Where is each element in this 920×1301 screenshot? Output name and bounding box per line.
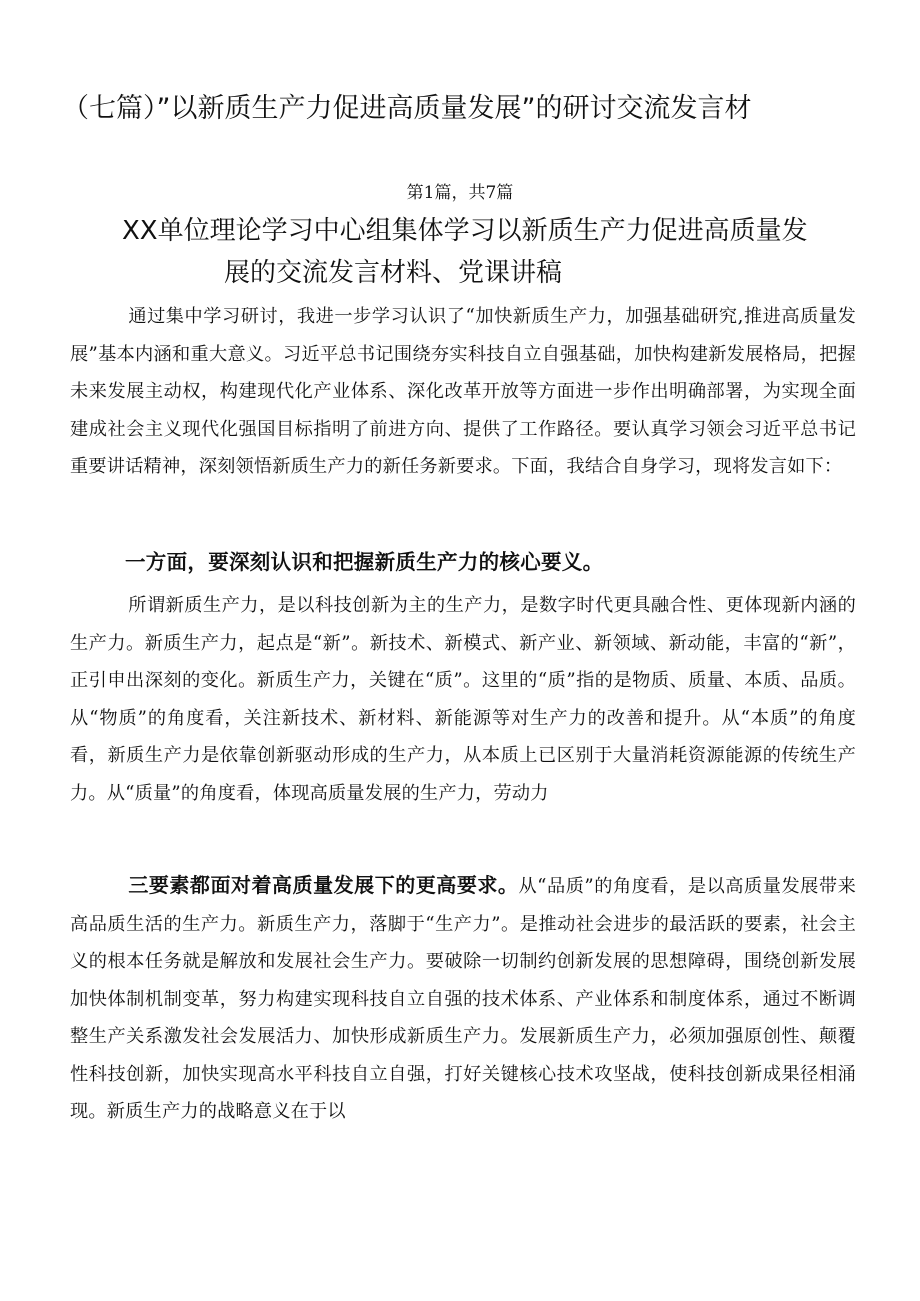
paragraph-intro: [70, 298, 856, 486]
part-counter: 第1篇，共7篇: [406, 183, 514, 203]
document-title: （七篇）”以新质生产力促进高质量发展”的研讨交流发言材: [62, 93, 752, 124]
paragraph-new-productivity: [70, 587, 856, 812]
paragraph-three-elements-text: 从“品质”的角度看，是以高质量发展带来高品质生活的生产力。新质生产力，落脚于“生产力”。是推动社会进步的最活跃的要素，社会主义的根本任务就是解放和发展社会生产力。要破除一切制约创新发展的思想障碍，围绕创新发展加快体制机制变革，努力构建实现科技自立自强的技术体系、产业体系和制度体系，通过不断调整生产关系激发社会发展活力、加快形成新质生产力。发展新质生产力，必须加强原创性、颠覆性科技创新，加快实现高水平科技自立自强，打好关键核心技术攻坚战，使科技创新成果径相涌现。新质生产力的战略意义在于以: [70, 876, 856, 1122]
paragraph-three-elements: [70, 867, 856, 1131]
paragraph-new-productivity-text: 所谓新质生产力，是以科技创新为主的生产力，是数字时代更具融合性、更体现新内涵的生产力。新质生产力，起点是“新”。新技术、新模式、新产业、新领域、新动能，丰富的“新”，正引申出深刻的变化。新质生产力，关键在“质”。这里的“质”指的是物质、质量、本质、品质。从“物质”的角度看，关注新技术、新材料、新能源等对生产力的改善和提升。从“本质”的角度看，新质生产力是依靠创新驱动形成的生产力，从本质上已区别于大量消耗资源能源的传统生产力。从“质量”的角度看，体现高质量发展的生产力，劳动力: [70, 595, 856, 804]
section-title-line1: XX单位理论学习中心组集体学习以新质生产力促进高质量发: [122, 216, 808, 246]
paragraph-three-elements-lead: 三要素都面对着高质量发展下的更高要求。: [128, 873, 519, 897]
heading-core-meaning: 一方面，要深刻认识和把握新质生产力的核心要义。: [125, 550, 604, 574]
section-title-line2: 展的交流发言材料、党课讲稿: [224, 258, 563, 288]
section-title: [122, 210, 862, 294]
paragraph-intro-text: 通过集中学习研讨，我进一步学习认识了“加快新质生产力，加强基础研究,推进高质量发展”基本内涵和重大意义。习近平总书记围绕夯实科技自立自强基础，加快构建新发展格局，把握未来发展主动权，构建现代化产业体系、深化改革开放等方面进一步作出明确部署，为实现全面建成社会主义现代化强国目标指明了前进方向、提供了工作路径。要认真学习领会习近平总书记重要讲话精神，深刻领悟新质生产力的新任务新要求。下面，我结合自身学习，现将发言如下：: [70, 306, 856, 477]
